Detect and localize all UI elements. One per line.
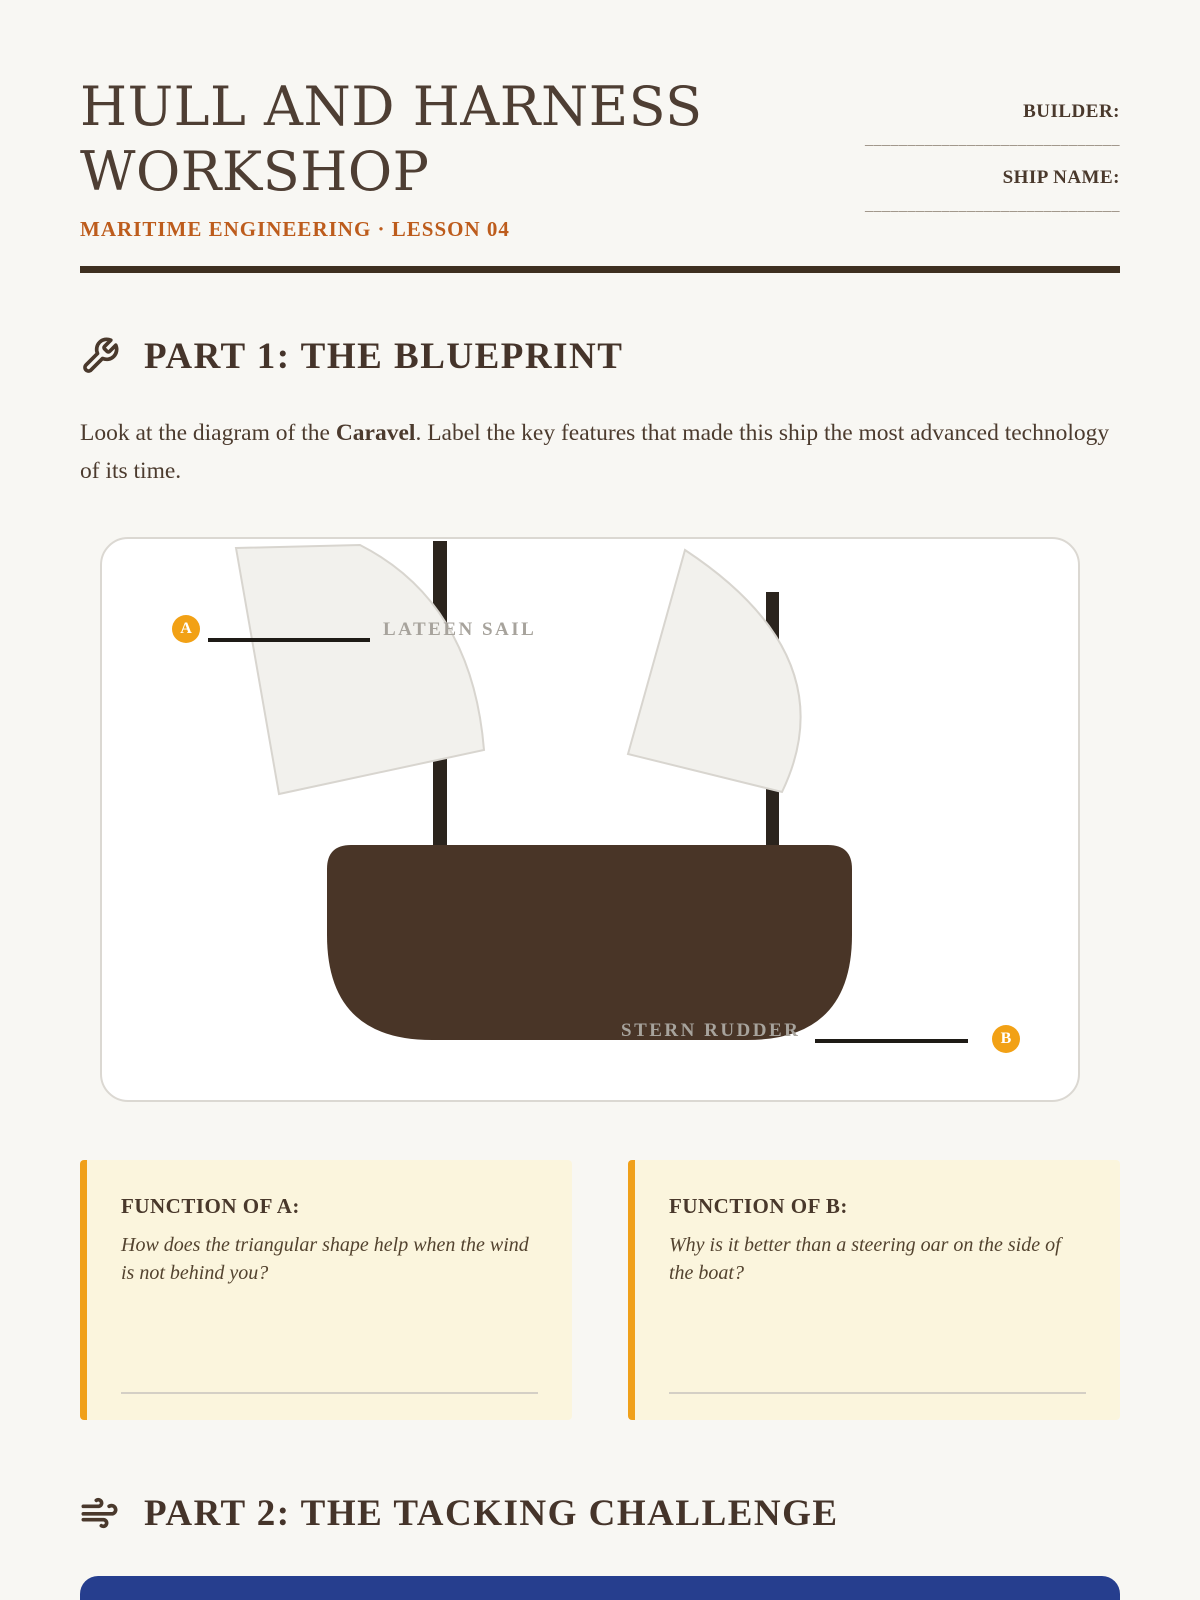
part2-heading: PART 2: THE TACKING CHALLENGE xyxy=(144,1492,839,1534)
label-a-badge: A xyxy=(172,615,200,643)
function-b-box xyxy=(628,1160,1120,1420)
name-fields xyxy=(820,75,1120,233)
label-b-badge: B xyxy=(992,1025,1020,1053)
caravel-ship-illustration xyxy=(102,539,1078,1100)
page-title-line1: HULL AND HARNESS xyxy=(80,75,703,138)
header xyxy=(80,75,1120,242)
wrench-icon xyxy=(80,336,120,376)
function-a-box xyxy=(80,1160,572,1420)
ship-hull xyxy=(327,845,852,1040)
stern-rudder-label: STERN RUDDER xyxy=(621,1019,801,1041)
function-b-title: FUNCTION OF B: xyxy=(669,1193,848,1218)
part2-heading-row xyxy=(80,1492,1120,1535)
page-title xyxy=(80,75,820,205)
ship-name-label: SHIP NAME: xyxy=(1002,167,1120,188)
builder-blank-field[interactable]: ______________________________ xyxy=(865,131,1120,148)
tacking-challenge-panel xyxy=(80,1576,1120,1600)
function-b-answer-line[interactable] xyxy=(669,1392,1086,1394)
intro-ship-name: Caravel xyxy=(335,419,416,446)
page-title-line2: WORKSHOP xyxy=(80,139,430,203)
ship-name-blank-field[interactable]: ______________________________ xyxy=(865,197,1120,214)
function-a-answer-line[interactable] xyxy=(121,1392,538,1394)
header-divider xyxy=(80,266,1120,273)
part1-heading-row xyxy=(80,335,1120,378)
function-a-question: How does the triangular shape help when the wind is not behind you? xyxy=(121,1233,529,1284)
caravel-diagram-card xyxy=(100,537,1080,1102)
title-block xyxy=(80,75,820,242)
part1-heading: PART 1: THE BLUEPRINT xyxy=(144,335,624,377)
wind-icon xyxy=(80,1493,120,1533)
aft-lateen-sail xyxy=(628,550,801,792)
function-a-title: FUNCTION OF A: xyxy=(121,1193,300,1218)
lesson-subtitle: MARITIME ENGINEERING · LESSON 04 xyxy=(80,216,510,241)
label-b-blank-line[interactable] xyxy=(815,1039,968,1043)
intro-prefix: Look at the diagram of the xyxy=(80,419,336,446)
part1-intro xyxy=(80,414,1120,490)
lateen-sail-label: LATEEN SAIL xyxy=(383,618,537,640)
label-a-blank-line[interactable] xyxy=(208,638,370,642)
function-boxes-row xyxy=(80,1160,1120,1420)
intro-suffix: . Label the key features that made this ship the most advanced technology of its time. xyxy=(80,419,1110,484)
builder-label: BUILDER: xyxy=(1023,101,1120,122)
function-b-question: Why is it better than a steering oar on the side of the boat? xyxy=(669,1233,1061,1284)
